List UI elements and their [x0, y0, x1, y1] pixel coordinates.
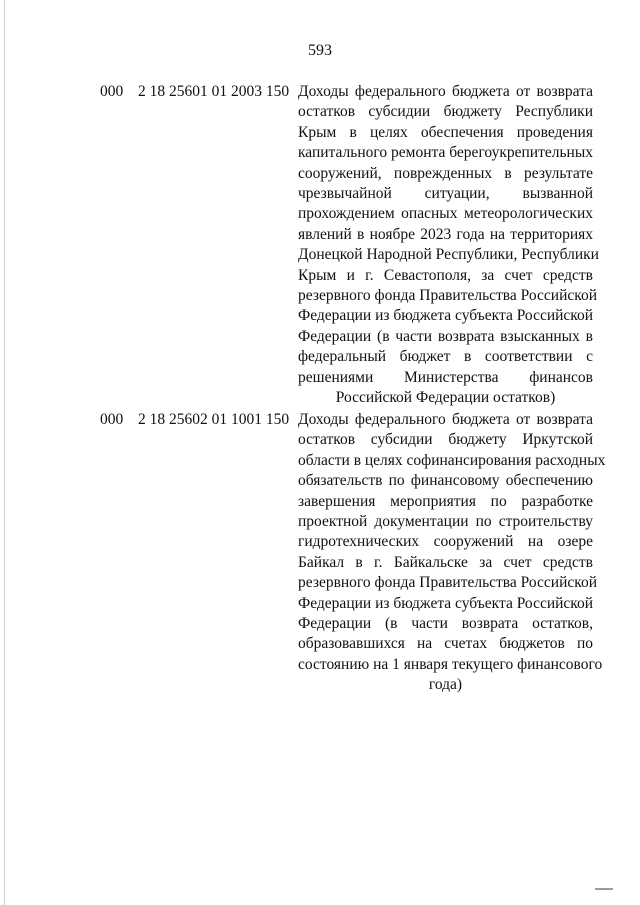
description-line: сооружений, поврежденных в результате — [298, 164, 593, 182]
description-line: прохождением опасных метеорологических — [298, 205, 593, 223]
description-line: гидротехнических сооружений на озере — [298, 533, 593, 551]
description-line: федеральный бюджет в соответствии с — [298, 348, 593, 366]
budget-classification-code: 2 18 25602 01 1001 150 — [138, 411, 290, 428]
income-description — [298, 410, 606, 696]
description-line: резервного фонда Правительства Российской — [298, 574, 598, 592]
administrator-code: 000 — [100, 83, 124, 100]
description-line: Байкал в г. Байкальске за счет средств — [298, 553, 593, 571]
description-line: обязательств по финансовому обеспечению — [298, 472, 593, 490]
description-line: образовавшихся на счетах бюджетов по — [298, 635, 593, 653]
description-line: Федерации из бюджета субъекта Российской — [298, 594, 594, 612]
description-line: Российской Федерации остатков) — [335, 389, 556, 407]
description-line: резервного фонда Правительства Российской — [298, 287, 598, 305]
description-line: остатков субсидии бюджету Республики — [298, 103, 593, 121]
description-line: капитального ремонта берегоукрепительных — [298, 144, 593, 162]
description-line: Федерации (в части возврата остатков, — [298, 615, 593, 633]
page-number: 593 — [308, 42, 332, 59]
description-line: Федерации (в части возврата взысканных в — [298, 327, 593, 345]
description-line: чрезвычайной ситуации, вызванной — [298, 185, 593, 203]
description-line: проектной документации по строительству — [298, 513, 593, 531]
page-edge-shadow — [4, 0, 5, 905]
description-line: явлений в ноябре 2023 года на территориях — [298, 225, 593, 243]
income-description — [298, 82, 599, 409]
description-line: Доходы федерального бюджета от возврата — [298, 83, 593, 100]
description-line: решениями Министерства финансов — [298, 368, 593, 386]
administrator-code: 000 — [100, 411, 124, 428]
budget-classification-code: 2 18 25601 01 2003 150 — [138, 83, 290, 100]
description-line: Доходы федерального бюджета от возврата — [298, 411, 593, 428]
scan-artifact-mark — [595, 888, 613, 890]
description-line: остатков субсидии бюджету Иркутской — [298, 431, 593, 449]
description-line: Донецкой Народной Республики, Республики — [298, 246, 599, 264]
description-line: состоянию на 1 января текущего финансового — [298, 655, 603, 673]
description-line: Крым в целях обеспечения проведения — [298, 123, 593, 141]
description-line: Крым и г. Севастополя, за счет средств — [298, 266, 593, 284]
description-line: года) — [428, 676, 463, 694]
description-line: завершения мероприятия по разработке — [298, 492, 593, 510]
description-line: области в целях софинансирования расходных — [298, 451, 606, 469]
description-line: Федерации из бюджета субъекта Российской — [298, 307, 594, 325]
